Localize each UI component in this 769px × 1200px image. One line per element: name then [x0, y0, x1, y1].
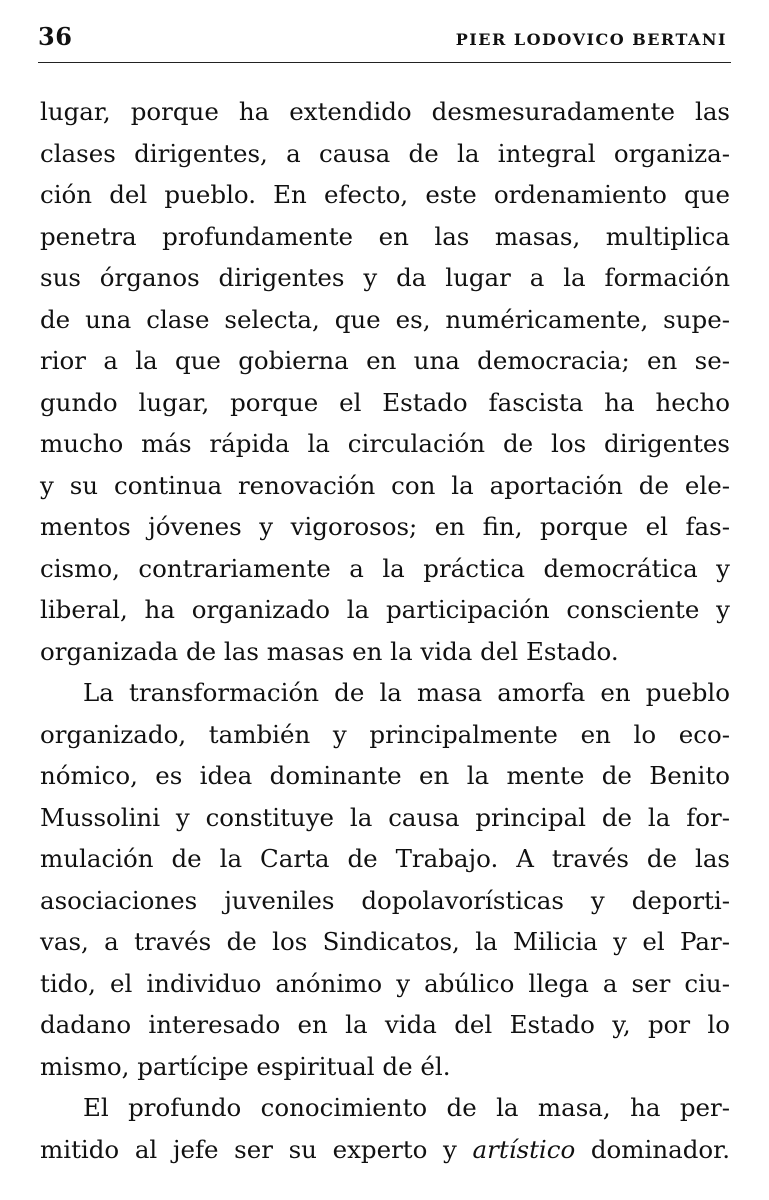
text-line: de una clase selecta, que es, numéricamente, supe- — [40, 304, 730, 334]
text-line: sus órganos dirigentes y da lugar a la formación — [40, 263, 730, 292]
text-line — [40, 1129, 730, 1171]
text-run: dominador. — [575, 1134, 730, 1164]
paragraph-1 — [40, 91, 730, 672]
text-line: clases dirigentes, a causa de la integral organiza- — [40, 138, 730, 168]
paragraph-3 — [40, 1087, 730, 1170]
text-line: tido, el individuo anónimo y abúlico llega a ser ciu- — [40, 968, 730, 998]
text-line: mucho más rápida la circulación de los dirigentes — [40, 429, 730, 458]
text-line: organizada de las masas en la vida del Estado. — [40, 636, 619, 666]
running-head — [38, 22, 727, 52]
text-line: La transformación de la masa amorfa en pueblo — [83, 678, 730, 707]
text-line: mulación de la Carta de Trabajo. A través de las — [40, 844, 730, 873]
text-line: mismo, partícipe espiritual de él. — [40, 1051, 451, 1081]
text-line: El profundo conocimiento de la masa, ha per- — [83, 1093, 730, 1122]
page-number: 36 — [38, 22, 73, 51]
text-line: cismo, contrariamente a la práctica democrática y — [40, 553, 730, 583]
text-line: vas, a través de los Sindicatos, la Milicia y el Par- — [40, 927, 730, 956]
text-line: mentos jóvenes y vigorosos; en fin, porque el fas- — [40, 512, 730, 541]
body-text — [40, 91, 730, 1170]
text-line: penetra profundamente en las masas, multiplica — [40, 221, 730, 251]
italic-word: artístico — [472, 1134, 576, 1164]
text-line: ción del pueblo. En efecto, este ordenamiento que — [40, 180, 730, 209]
text-line: y su continua renovación con la aportación de ele- — [40, 470, 730, 500]
text-line: asociaciones juveniles dopolavorísticas y deporti- — [40, 885, 730, 915]
text-line: Mussolini y constituye la causa principal de la for- — [40, 802, 730, 832]
text-line: organizado, también y principalmente en lo eco- — [40, 719, 730, 749]
text-line: liberal, ha organizado la participación consciente y — [40, 595, 730, 624]
text-line: nómico, es idea dominante en la mente de Benito — [40, 761, 730, 790]
header-rule — [38, 62, 731, 63]
text-line: gundo lugar, porque el Estado fascista ha hecho — [40, 387, 730, 417]
text-line: rior a la que gobierna en una democracia; en se- — [40, 346, 730, 375]
paragraph-2 — [40, 672, 730, 1087]
text-line: lugar, porque ha extendido desmesuradamente las — [40, 97, 730, 126]
running-title: PIER LODOVICO BERTANI — [455, 30, 727, 49]
text-run: mitido al jefe ser su experto y — [40, 1134, 473, 1164]
text-line: dadano interesado en la vida del Estado y, por lo — [40, 1010, 730, 1039]
